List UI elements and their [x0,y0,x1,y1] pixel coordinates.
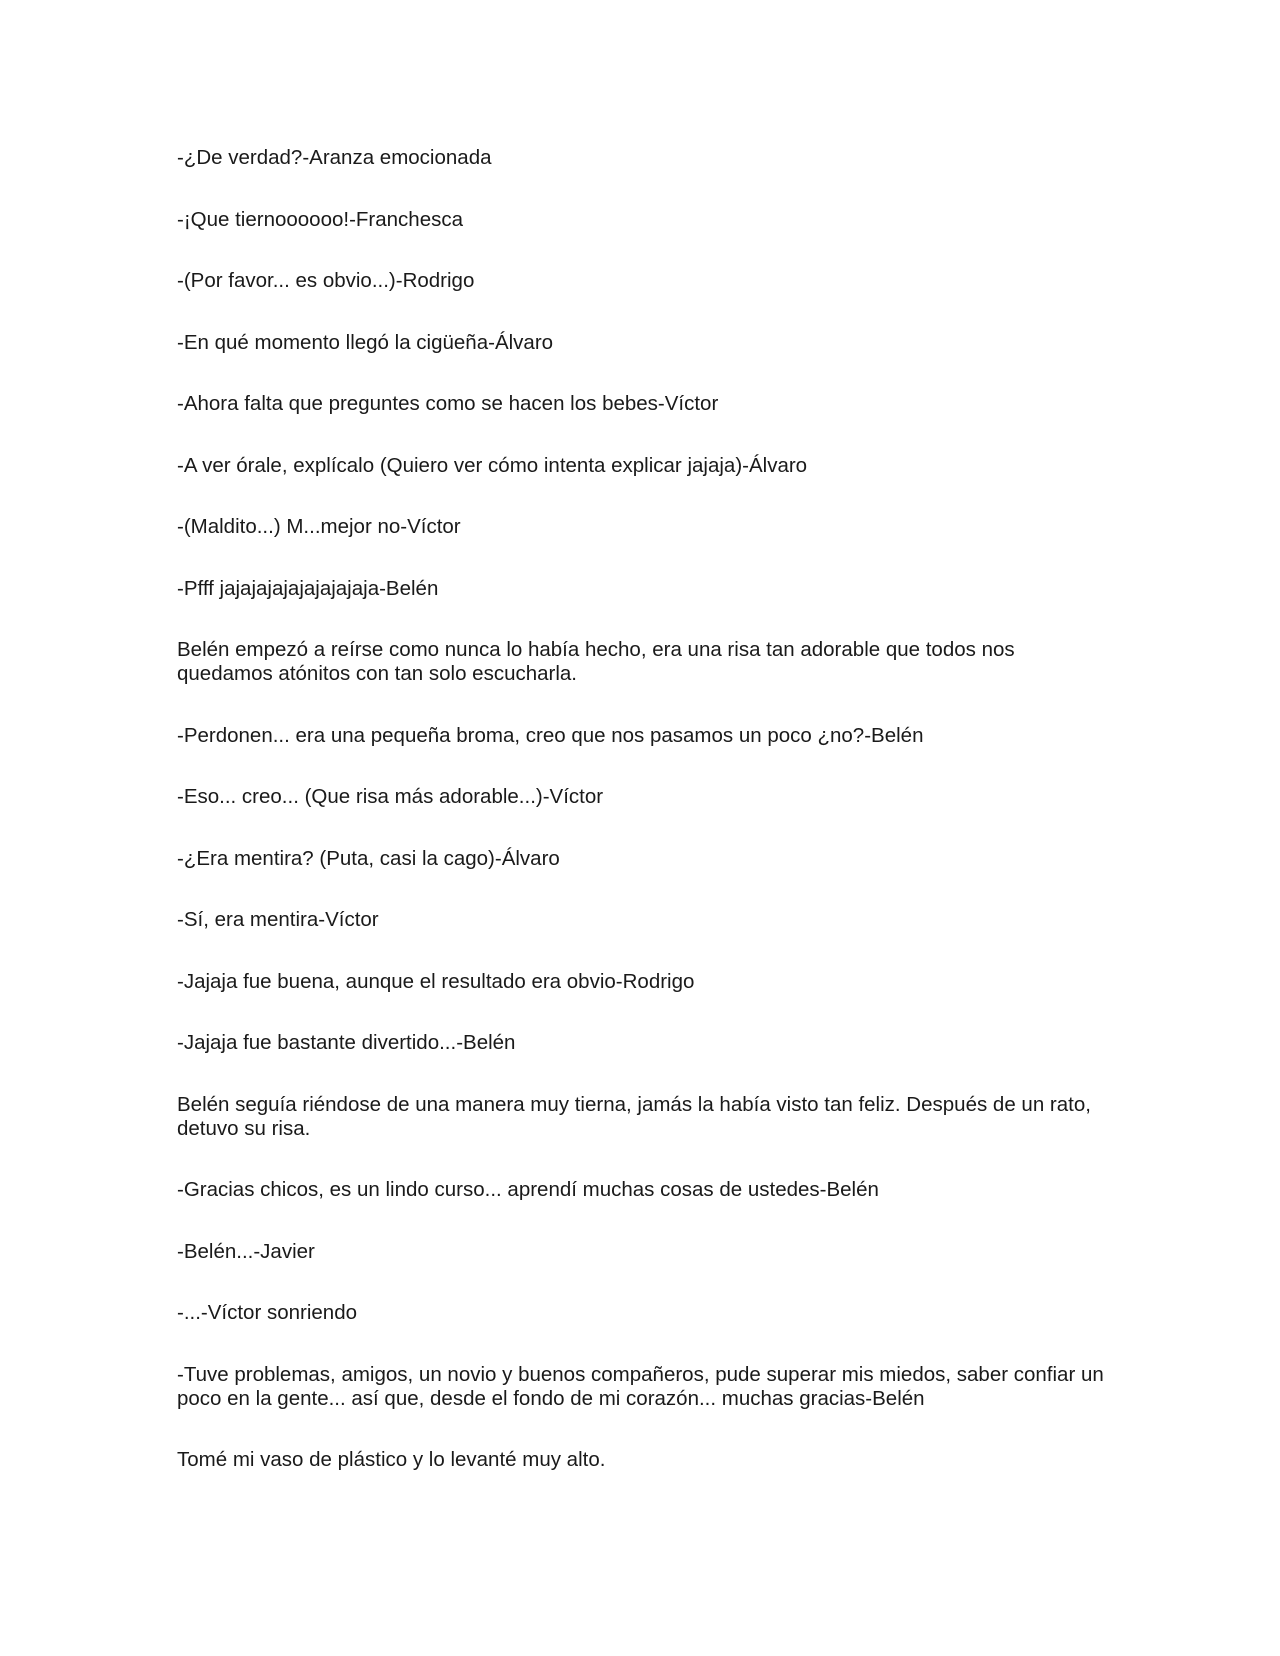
dialogue-line: -(Maldito...) M...mejor no-Víctor [177,515,461,538]
narration-paragraph: Belén seguía riéndose de una manera muy tierna, jamás la había visto tan feliz. Después de un rato, detuvo su risa. [177,1092,1091,1140]
dialogue-line: -(Por favor... es obvio...)-Rodrigo [177,269,475,292]
dialogue-line: -¡Que tiernoooooo!-Franchesca [177,207,464,231]
dialogue-line: -Jajaja fue bastante divertido...-Belén [177,1031,516,1054]
dialogue-line: -Ahora falta que preguntes como se hacen los bebes-Víctor [177,392,719,415]
dialogue-line: -Sí, era mentira-Víctor [177,908,379,931]
dialogue-line: -A ver órale, explícalo (Quiero ver cómo intenta explicar jajaja)-Álvaro [177,453,808,477]
dialogue-line: -Perdonen... era una pequeña broma, creo que nos pasamos un poco ¿no?-Belén [177,723,924,747]
dialogue-line: -Pfff jajajajajajajajajaja-Belén [177,576,439,600]
dialogue-line: -Gracias chicos, es un lindo curso... aprendí muchas cosas de ustedes-Belén [177,1178,879,1201]
dialogue-line: -...-Víctor sonriendo [177,1301,358,1324]
dialogue-line: -¿Era mentira? (Puta, casi la cago)-Álvaro [177,846,560,870]
dialogue-line: -En qué momento llegó la cigüeña-Álvaro [177,330,554,354]
dialogue-line: -Eso... creo... (Que risa más adorable...)-Víctor [177,785,604,808]
narration-paragraph: Belén empezó a reírse como nunca lo había hecho, era una risa tan adorable que todos nos quedamos atónitos con tan solo escucharla. [177,638,1015,685]
dialogue-line: -¿De verdad?-Aranza emocionada [177,146,492,169]
narration-paragraph: Tomé mi vaso de plástico y lo levanté muy alto. [177,1448,606,1471]
document-body [177,146,1107,1510]
dialogue-line: -Jajaja fue buena, aunque el resultado era obvio-Rodrigo [177,969,695,993]
dialogue-line: -Tuve problemas, amigos, un novio y buenos compañeros, pude superar mis miedos, saber confiar un poco en la gente... así que, desde el fondo de mi corazón... muchas gracias-Belén [177,1362,1104,1410]
dialogue-line: -Belén...-Javier [177,1239,315,1263]
